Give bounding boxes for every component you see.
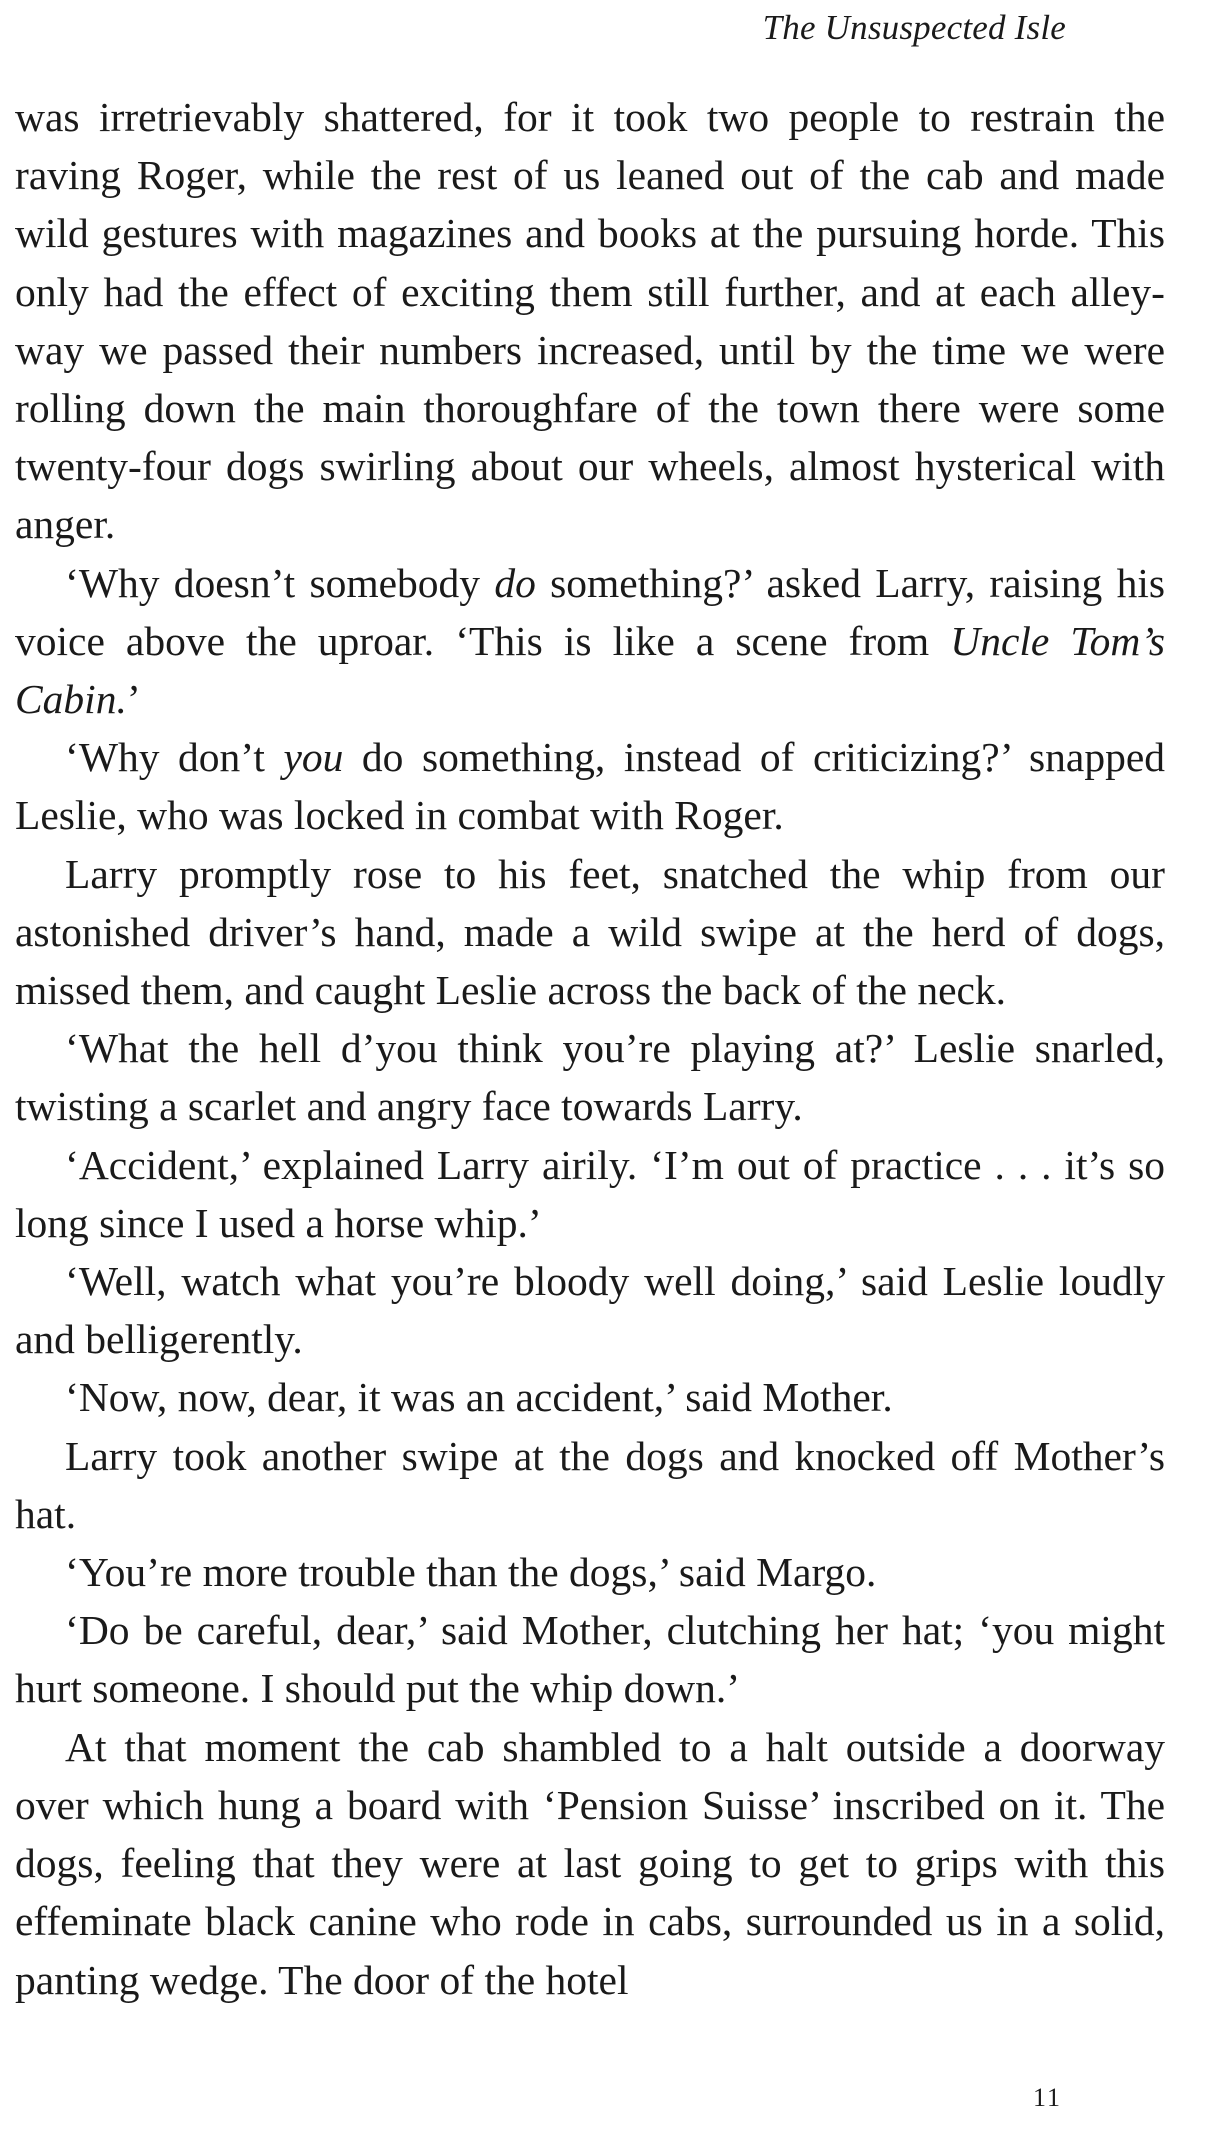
text-run: ’ — [126, 676, 141, 723]
paragraph — [15, 1601, 1165, 1717]
text-run: something?’ asked Larry, raising his voice above the uproar. ‘This is like a scene from — [15, 559, 1165, 664]
text-run: ‘Why don’t — [65, 734, 284, 781]
text-run: ‘Do be careful, dear,’ said Mother, clutching her hat; ‘you might hurt someone. I should put the whip down.’ — [15, 1607, 1165, 1712]
paragraph — [15, 728, 1165, 844]
text-run: ‘Why doesn’t somebody — [65, 559, 495, 606]
text-run: ‘Accident,’ explained Larry airily. ‘I’m out of practice . . . it’s so long since I used a horse whip.’ — [15, 1141, 1165, 1246]
text-run: ‘You’re more trouble than the dogs,’ said Margo. — [65, 1549, 877, 1596]
paragraph — [15, 1427, 1165, 1543]
paragraph — [15, 1252, 1165, 1368]
italic-text: you — [283, 734, 344, 781]
paragraph — [15, 1543, 1165, 1601]
text-run: was irretrievably shattered, for it took two people to restrain the raving Roger, while the rest of us leaned out of the cab and made wild gestures with magazines and books at the pursuing horde. This only had the effect of exciting them still further, and at each alley-way we passed their numbers increased, until by the time we were rolling down the main thoroughfare of the town there were some twenty-four dogs swirling about our wheels, almost hysterical with anger. — [15, 94, 1165, 548]
text-run: ‘Now, now, dear, it was an accident,’ said Mother. — [65, 1374, 893, 1421]
paragraph — [15, 1718, 1165, 2009]
page-number: 11 — [1032, 2083, 1062, 2112]
paragraph — [15, 554, 1165, 729]
paragraph — [15, 88, 1165, 554]
italic-text: Uncle Tom’s Cabin. — [15, 617, 1166, 723]
text-run: do something, instead of criticizing?’ snapped Leslie, who was locked in combat with Roger. — [15, 734, 1165, 839]
text-run: At that moment the cab shambled to a halt outside a doorway over which hung a board with ‘Pension Suisse’ inscribed on it. The dogs, feeling that they were at last going to get to grips with this effeminate black canine who rode in cabs, surrounded us in a solid, panting wedge. The door of the hotel — [15, 1723, 1165, 2003]
body-text — [15, 88, 1165, 2009]
running-head: The Unsuspected Isle — [762, 8, 1066, 47]
text-run: Larry took another swipe at the dogs and knocked off Mother’s hat. — [15, 1432, 1165, 1537]
italic-text: do — [494, 559, 536, 606]
text-run: Larry promptly rose to his feet, snatched the whip from our astonished driver’s hand, made a wild swipe at the herd of dogs, missed them, and caught Leslie across the back of the neck. — [15, 850, 1165, 1014]
paragraph — [15, 845, 1165, 1020]
paragraph — [15, 1136, 1165, 1252]
text-run: ‘What the hell d’you think you’re playing at?’ Leslie snarled, twisting a scarlet and angry face towards Larry. — [15, 1025, 1165, 1130]
paragraph — [15, 1019, 1165, 1135]
paragraph — [15, 1368, 1165, 1426]
text-run: ‘Well, watch what you’re bloody well doing,’ said Leslie loudly and belligerently. — [15, 1258, 1165, 1363]
